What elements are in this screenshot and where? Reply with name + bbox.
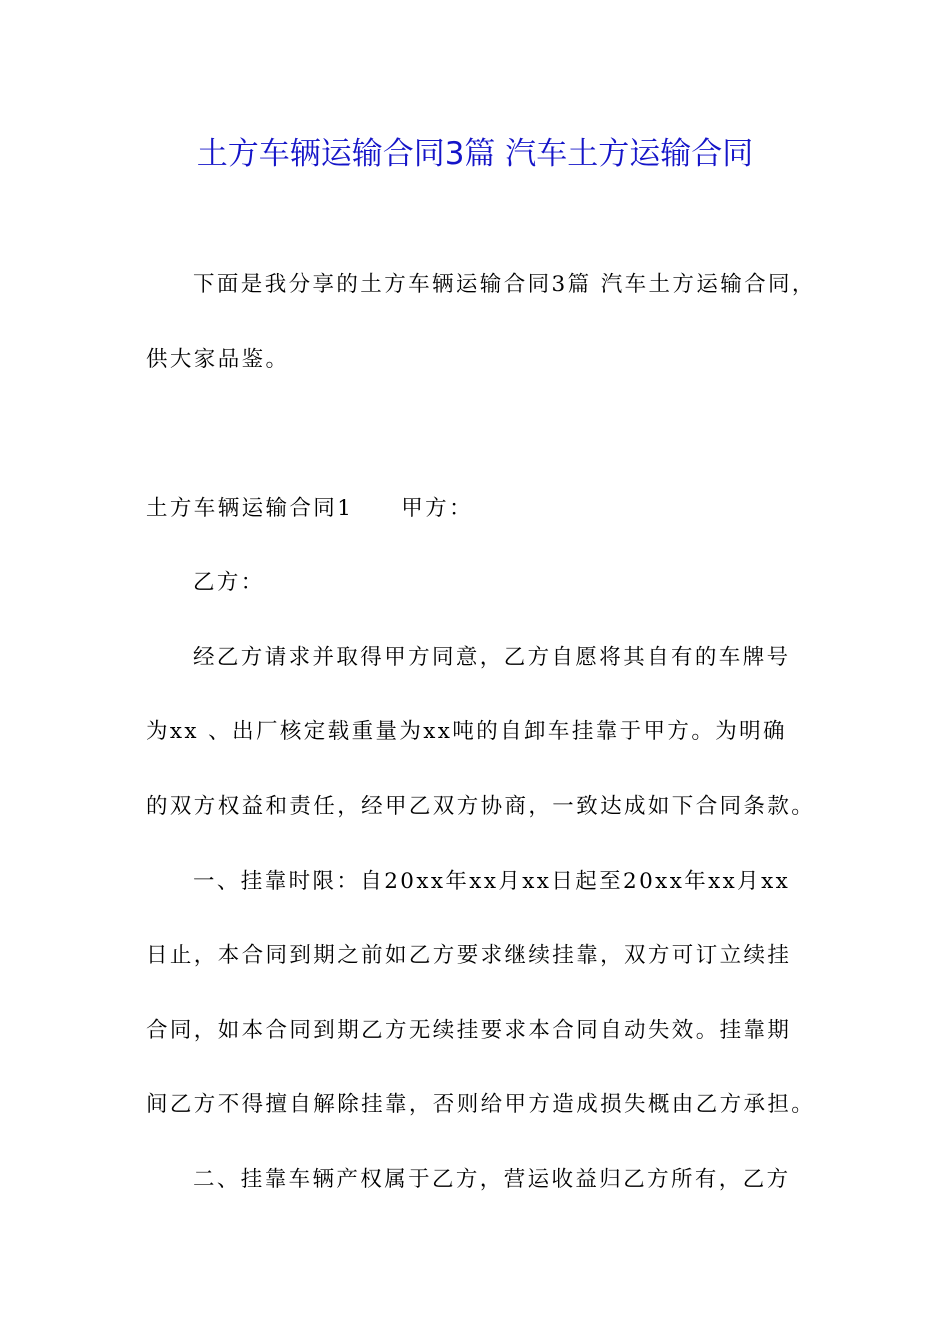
party-a-label: 甲方： (401, 496, 473, 521)
paragraph-2-line-2: 日止，本合同到期之前如乙方要求继续挂靠，双方可订立续挂 (146, 943, 792, 968)
section-heading-row (146, 489, 473, 529)
paragraph-1-line-3: 的双方权益和责任，经甲乙双方协商，一致达成如下合同条款。 (146, 794, 816, 819)
paragraph-2-line-4: 间乙方不得擅自解除挂靠，否则给甲方造成损失概由乙方承担。 (146, 1092, 816, 1117)
paragraph-2-line-3: 合同，如本合同到期乙方无续挂要求本合同自动失效。挂靠期 (146, 1018, 792, 1043)
paragraph-3-line-1: 二、挂靠车辆产权属于乙方，营运收益归乙方所有，乙方 (193, 1167, 791, 1192)
paragraph-2-line-1: 一、挂靠时限：自20xx年xx月xx日起至20xx年xx月xx (193, 869, 791, 894)
section-heading: 土方车辆运输合同1 (146, 496, 354, 521)
party-b-label: 乙方： (193, 570, 265, 595)
intro-line-2: 供大家品鉴。 (146, 347, 290, 372)
paragraph-1-line-2: 为xx 、出厂核定载重量为xx吨的自卸车挂靠于甲方。为明确 (146, 719, 787, 744)
document-title: 土方车辆运输合同3篇 汽车土方运输合同 (196, 136, 754, 172)
paragraph-1-line-1: 经乙方请求并取得甲方同意，乙方自愿将其自有的车牌号 (193, 645, 791, 670)
intro-line-1: 下面是我分享的土方车辆运输合同3篇 汽车土方运输合同， (193, 272, 816, 297)
